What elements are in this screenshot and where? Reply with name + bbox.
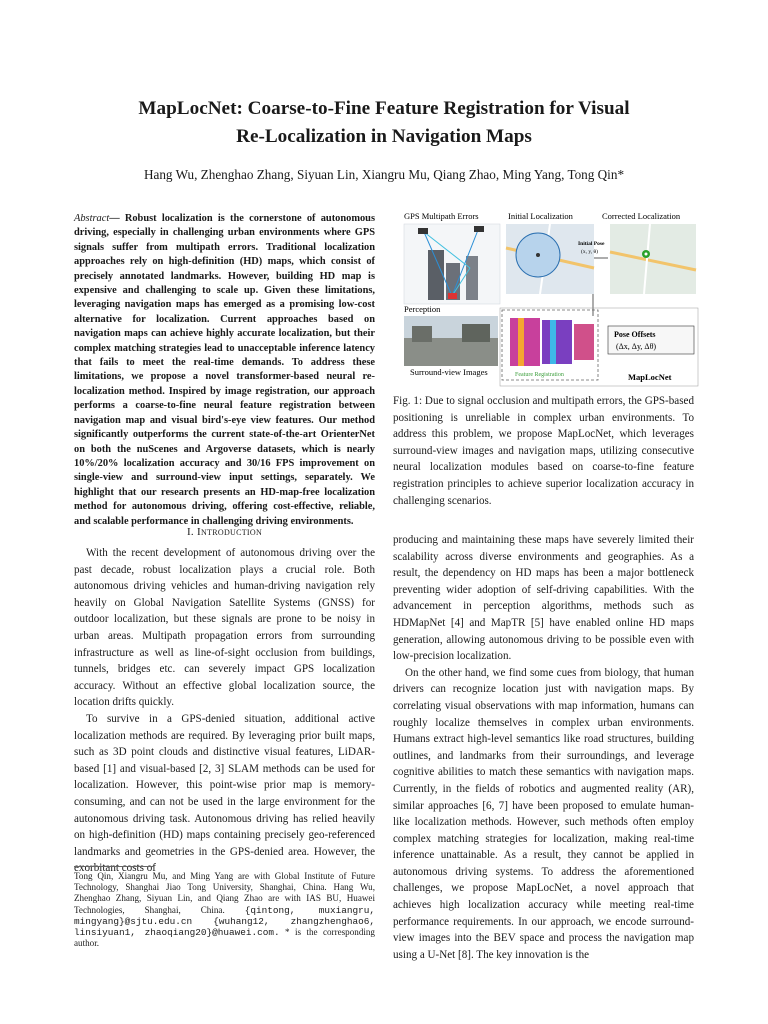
intro-column [74, 545, 375, 877]
intro-paragraph-1: With the recent development of autonomous driving over the past decade, robust localization plays a crucial role. Both autonomous driving vehicles and human-driving navigation rely heavily on Global Navigation Satellite Systems (GNSS) for outdoor localization, but these signals are prone to be noisy in urban areas. Multipath propagation errors from surrounding infrastructure as well as line-of-sight occlusion from buildings, tunnels, bridges etc. can severely impact GPS localization accuracy. Without an effective global localization source, the location drifts quickly. [74, 547, 375, 709]
fig-label-initial-pose: Initial Pose [578, 241, 605, 247]
fig-label-pose-offsets: Pose Offsets [614, 330, 656, 339]
right-paragraph-1: producing and maintaining these maps have severely limited their scalability across diverse environments and geographies. As a result, the dependency on HD maps has been a major bottleneck preventing wider adoption of self-driving capabilities. With the advancement in perception algorithms, methods such as HDMapNet [4] and MapTR [5] have enabled online HD maps generation, allowing autonomous driving to be possible even with low-precision localization. [393, 534, 694, 663]
title-line-1: MapLocNet: Coarse-to-Fine Feature Registration for Visual [138, 98, 630, 119]
feature-registration-panel [502, 310, 598, 380]
gps-multipath-panel [404, 224, 500, 304]
initial-localization-map [506, 224, 594, 294]
figure-caption: Fig. 1: Due to signal occlusion and multipath errors, the GPS-based positioning is unreliable in complex urban environments. To address this problem, we propose MapLocNet, which leverages surround-view images and navigation maps, utilizing consecutive neural localization modules based on coarse-to-fine feature registration principles to achieve superior localization accuracy in challenging scenarios. [393, 395, 694, 507]
intro-paragraph-2: To survive in a GPS-denied situation, additional active localization methods are required. By leveraging prior built maps, such as 3D point clouds and distinctive visual features, LiDAR-based [1] and visual-based [2, 3] SLAM methods can be used for localization. However, this point-wise prior map is memory-consuming, and can not be used in the large environment for the autonomous driving task. Autonomous driving has relied heavily on high-definition (HD) maps containing precisely geo-referenced landmarks and geometries in the GPS-denied area. However, the exorbitant costs of [74, 712, 375, 875]
footnote [74, 871, 375, 949]
fig-label-maplocnet: MapLocNet [628, 372, 672, 382]
abstract [74, 212, 375, 529]
fig-label-corrected: Corrected Localization [602, 211, 681, 221]
fig-label-feature-reg: Feature Registration [515, 372, 564, 378]
right-paragraph-2: On the other hand, we find some cues from biology, that human drivers can recognize location just with navigation maps. By correlating visual observations with map information, humans can roughly localize themselves in complex urban environments. Humans extract high-level semantics like road structures, building outlines, and landmarks from their surroundings, and leverage cognitive abilities to match these semantics with navigation maps. Currently, in the fields of robotics and augmented reality (AR), similar approaches [6, 7] have been proposed to emulate human-like localization methods. However, such methods often employ complex matching strategies for localization, making real-time inference unattainable. As a result, they cannot be applied in autonomous driving systems. To address the aforementioned challenges, we propose MapLocNet, a novel approach that achieves high localization accuracy while meeting real-time performance requirements. In our approach, we encode surround-view images into the BEV space and process the navigation map using a U-Net [8]. The key innovation is the [393, 666, 694, 961]
footnote-corresponding: * is the corresponding author. [74, 927, 375, 949]
title-line-2: Re-Localization in Navigation Maps [236, 126, 532, 147]
author-list: Hang Wu, Zhenghao Zhang, Siyuan Lin, Xiangru Mu, Qiang Zhao, Ming Yang, Tong Qin* [143, 167, 625, 182]
paper-title [40, 95, 728, 151]
surround-view-images [404, 316, 498, 366]
section-heading: I. Introduction [186, 526, 263, 538]
fig-label-initial: Initial Localization [508, 211, 573, 221]
right-column [393, 532, 694, 963]
abstract-label: Abstract [74, 213, 110, 224]
abstract-text: — Robust localization is the cornerstone of autonomous driving, especially in challenging urban environments where GPS signals suffer from multipath errors. Traditional localization approaches rely on high-definition (HD) maps, which consist of precisely annotated landmarks. However, building HD map is expensive and challenging to scale up. Given these limitations, leveraging navigation maps has emerged as a promising low-cost alternative for localization. Current approaches based on navigation maps can achieve highly accurate localization, but their complex matching strategies lead to unacceptable inference latency that fails to meet the real-time demands. To address these limitations, we propose a novel transformer-based neural re-localization method. Inspired by image registration, our approach performs a coarse-to-fine neural feature registration between navigation map and visual bird's-eye view features. Our method significantly outperforms the current state-of-the-art OrienterNet on both the nuScenes and Argoverse datasets, which is nearly 10%/20% localization accuracy and 30/16 FPS improvement on single-view and surround-view input settings, separately. We highlight that our research presents an HD-map-free localization method for autonomous driving, offering cost-effective, reliable, and scalable performance in challenging driving environments. [74, 213, 375, 527]
footnote-rule [74, 866, 154, 867]
fig-label-perception: Perception [404, 304, 441, 314]
fig-label-surround: Surround-view Images [410, 367, 488, 377]
figure-1 [400, 208, 700, 388]
footnote-emails: {qintong, muxiangru, mingyang}@sjtu.edu.cn {wuhang12, zhangzhenghao6, linsiyuan1, zhaoqiang20}@huawei.com. [74, 904, 375, 939]
fig-label-pose-tuple: (x, y, θ) [581, 249, 598, 255]
footnote-affiliations: Tong Qin, Xiangru Mu, and Ming Yang are with Global Institute of Future Technology, Shanghai Jiao Tong University, Shanghai, China. Hang Wu, Zhenghao Zhang, Siyuan Lin, and Qiang Zhao are with IAS BU, Huawei Technologies, Shanghai, China. [74, 871, 375, 915]
fig-label-gps: GPS Multipath Errors [404, 211, 479, 221]
corrected-localization-map [610, 224, 696, 294]
fig-label-offsets-tuple: (Δx, Δy, Δθ) [616, 342, 657, 351]
